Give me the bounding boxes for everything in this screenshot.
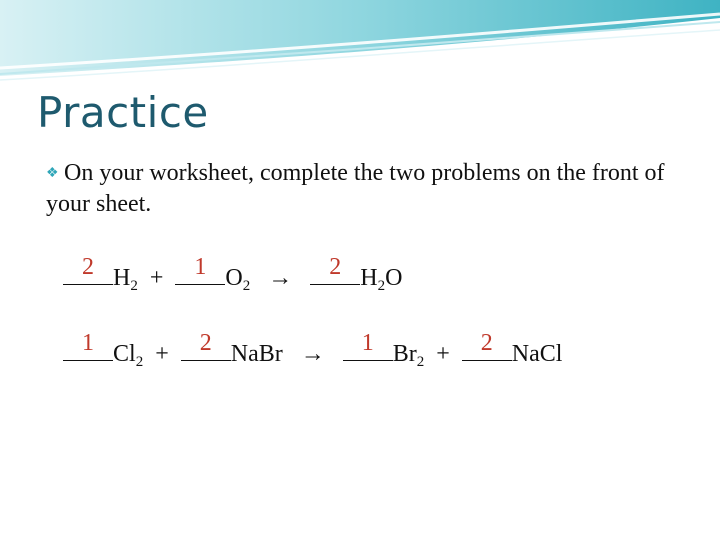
coefficient-blank bbox=[343, 330, 393, 361]
bullet-icon: ❖ bbox=[46, 166, 59, 181]
subscript: 2 bbox=[377, 278, 386, 294]
coefficient-answer: 2 bbox=[82, 254, 94, 280]
right-arrow-icon: → bbox=[268, 265, 293, 291]
species: NaBr bbox=[230, 341, 283, 367]
plus-sign: + bbox=[436, 341, 450, 367]
coefficient-blank bbox=[63, 254, 113, 285]
species: Br bbox=[392, 341, 417, 367]
subscript: 2 bbox=[416, 354, 425, 370]
species: O bbox=[385, 265, 403, 291]
subscript: 2 bbox=[135, 354, 144, 370]
instruction-text: On your worksheet, complete the two problems on the front of your sheet. bbox=[46, 160, 665, 217]
subscript: 2 bbox=[242, 278, 251, 294]
subscript: 2 bbox=[130, 278, 138, 294]
decorative-banner bbox=[0, 0, 720, 90]
equation-1 bbox=[63, 254, 403, 294]
coefficient-blank bbox=[63, 330, 113, 361]
coefficient-answer: 1 bbox=[361, 330, 374, 356]
coefficient-blank bbox=[462, 330, 512, 361]
coefficient-answer: 1 bbox=[82, 330, 94, 356]
species: H bbox=[113, 265, 131, 291]
plus-sign: + bbox=[155, 341, 169, 367]
species: O bbox=[225, 265, 243, 291]
equation-2 bbox=[63, 330, 563, 370]
species: H bbox=[360, 265, 378, 291]
species: NaCl bbox=[511, 341, 563, 367]
species: Cl bbox=[113, 341, 136, 367]
coefficient-answer: 2 bbox=[329, 254, 342, 280]
coefficient-blank bbox=[175, 254, 225, 285]
coefficient-blank bbox=[181, 330, 231, 361]
coefficient-answer: 1 bbox=[194, 254, 207, 280]
instruction-bullet bbox=[46, 158, 686, 219]
plus-sign: + bbox=[149, 265, 164, 291]
slide-title: Practice bbox=[37, 88, 209, 137]
right-arrow-icon: → bbox=[300, 341, 325, 367]
coefficient-blank bbox=[310, 254, 360, 285]
coefficient-answer: 2 bbox=[199, 330, 212, 356]
coefficient-answer: 2 bbox=[480, 330, 493, 356]
